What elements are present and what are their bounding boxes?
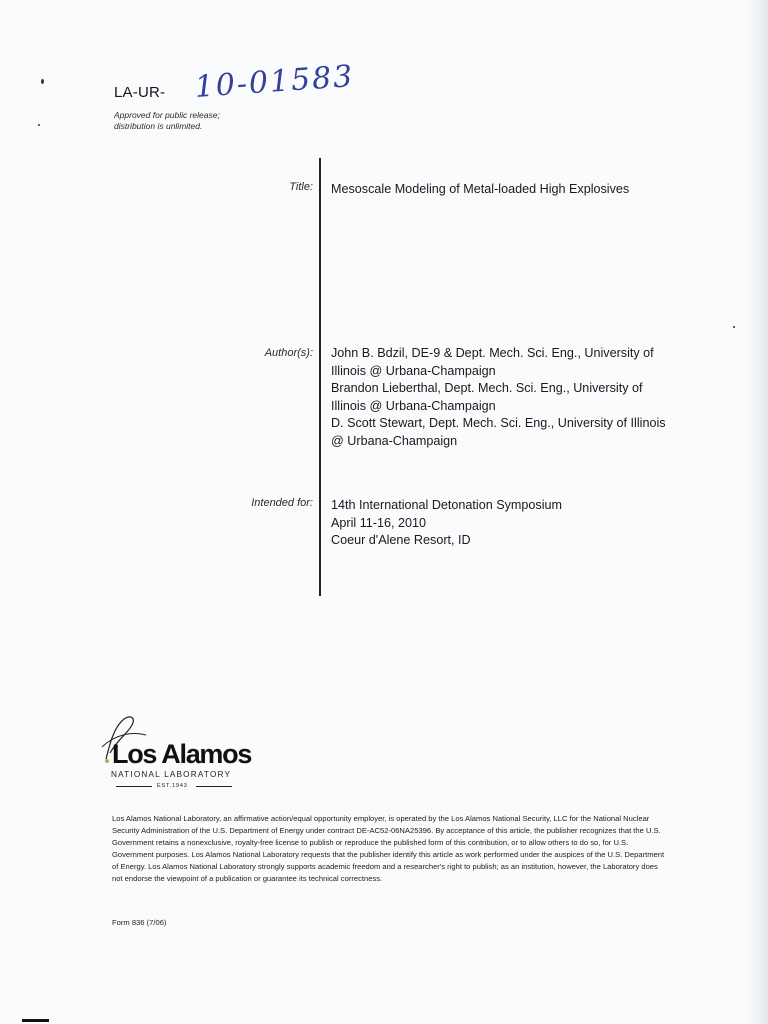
scan-speck	[733, 326, 735, 328]
authors-list	[331, 345, 666, 450]
author-line: Illinois @ Urbana-Champaign	[331, 398, 496, 413]
page-edge-shadow	[746, 0, 768, 1024]
author-line: Illinois @ Urbana-Champaign	[331, 363, 496, 378]
los-alamos-logo	[84, 713, 254, 793]
release-statement	[114, 110, 274, 132]
legal-disclaimer: Los Alamos National Laboratory, an affirmative action/equal opportunity employer, is operated by the Los Alamos National Security, LLC for the National Nuclear Security Administration of the U.S. Department of Energy under contract DE-AC52-06NA25396. By acceptance of this article, the publisher recognizes that the U.S. Government retains a nonexclusive, royalty-free license to publish or reproduce the published form of this contribution, or to allow others to do so, for U.S. Government purposes. Los Alamos National Laboratory requests that the publisher identify this article as work performed under the auspices of the U.S. Department of Energy. Los Alamos National Laboratory strongly supports academic freedom and a researcher's right to publish; as an institution, however, the Laboratory does not endorse the viewpoint of a publication or guarantee its technical correctness.	[112, 814, 665, 883]
form-number: Form 836 (7/06)	[112, 918, 167, 927]
venue-line: Coeur d'Alene Resort, ID	[331, 533, 471, 547]
author-line: @ Urbana-Champaign	[331, 433, 458, 448]
author-line: D. Scott Stewart, Dept. Mech. Sci. Eng., University of Illinois	[331, 416, 666, 430]
logo-wordmark: Los Alamos	[112, 739, 252, 769]
author-line: John B. Bdzil, DE-9 & Dept. Mech. Sci. Eng., University of	[331, 346, 654, 360]
venue-line: 14th International Detonation Symposium	[331, 498, 563, 512]
logo-established: EST.1943	[157, 783, 188, 789]
scan-speck	[38, 124, 40, 126]
release-line: distribution is unlimited.	[114, 121, 203, 131]
author-line: Brandon Lieberthal, Dept. Mech. Sci. Eng., University of	[331, 381, 643, 395]
intended-for-venue	[331, 497, 562, 550]
logo-rule-right	[196, 786, 232, 787]
venue-line: April 11-16, 2010	[331, 515, 426, 530]
logo-rule-left	[116, 786, 152, 787]
intended-for-label: Intended for:	[251, 497, 313, 509]
release-line: Approved for public release;	[114, 110, 220, 120]
paper-title: Mesoscale Modeling of Metal-loaded High Explosives	[331, 182, 630, 196]
scan-edge-mark	[22, 1019, 49, 1022]
handwritten-report-number: 10-01583	[193, 58, 356, 105]
authors-label: Author(s):	[264, 347, 313, 359]
logo-subtitle: NATIONAL LABORATORY	[111, 770, 232, 779]
field-divider-line	[319, 158, 321, 596]
title-label: Title:	[289, 181, 313, 193]
report-number-prefix: LA-UR-	[114, 84, 166, 101]
scan-speck	[41, 79, 44, 84]
